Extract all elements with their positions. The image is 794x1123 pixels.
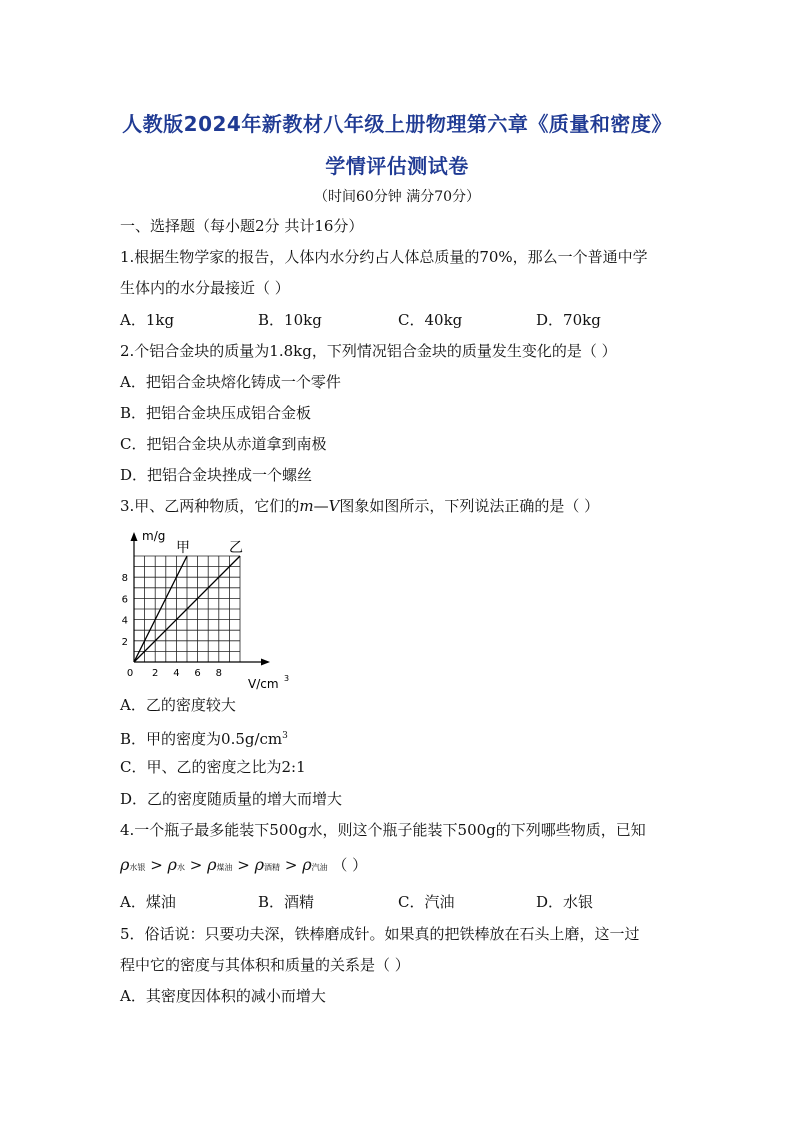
q2-option-d[interactable]: D．把铝合金块挫成一个螺丝 [120, 466, 313, 484]
x-tick-label: 0 [126, 668, 134, 679]
title-line-2: 学情评估测试卷 [325, 154, 469, 178]
q3-option-b-text: B．甲的密度为0.5g/cm [120, 730, 283, 748]
q3-option-a[interactable]: A．乙的密度较大 [120, 696, 236, 714]
q5-text-line2: 程中它的密度与其体积和质量的关系是（ ） [120, 956, 410, 974]
q3-var-v: V [328, 497, 340, 515]
x-tick-label: 8 [215, 668, 222, 679]
series-label-yi: 乙 [229, 540, 243, 556]
section-heading: 一、选择题（每小题2分 共计16分） [120, 217, 364, 235]
mv-graph [118, 528, 294, 692]
q3-text-post: 图象如图所示，下列说法正确的是（ ） [339, 497, 600, 515]
q2-text: 2.个铝合金块的质量为1.8kg，下列情况铝合金块的质量发生变化的是（ ） [120, 342, 617, 360]
y-tick-label: 4 [121, 615, 128, 627]
x-tick-label: 2 [152, 668, 159, 679]
q4-text-line1: 4.一个瓶子最多能装下500g水，则这个瓶子能装下500g的下列哪些物质，已知 [120, 821, 646, 839]
q5-text-line1: 5．俗话说：只要功夫深，铁棒磨成针。如果真的把铁棒放在石头上磨，这一过 [120, 925, 640, 943]
gt-sign: > [189, 856, 203, 874]
q3-option-b[interactable] [120, 726, 288, 749]
x-axis-label-sup: 3 [284, 674, 290, 683]
q3-option-c[interactable]: C．甲、乙的密度之比为2:1 [120, 758, 306, 776]
rho-sub-mercury: 水银 [129, 863, 146, 872]
q4-option-a[interactable]: A．煤油 [120, 893, 176, 911]
rho-sub-water: 水 [176, 863, 185, 872]
rho-sub-gasoline: 汽油 [311, 863, 328, 872]
q3-text-pre: 3.甲、乙两种物质，它们的 [120, 497, 300, 515]
y-tick-label: 6 [121, 594, 128, 606]
rho-symbol: ρ [120, 855, 130, 874]
q4-density-relation [120, 855, 367, 878]
y-axis-label: m/g [142, 529, 166, 543]
rho-symbol: ρ [302, 855, 312, 874]
q2-option-b[interactable]: B．把铝合金块压成铝合金板 [120, 404, 312, 422]
x-axis-arrow [261, 659, 270, 666]
y-tick-label: 8 [121, 573, 128, 585]
q4-option-d[interactable]: D．水银 [536, 893, 594, 911]
q4-tail: （ ） [332, 856, 368, 874]
y-axis-arrow [131, 532, 138, 541]
series-label-jia: 甲 [176, 540, 190, 556]
q2-option-a[interactable]: A．把铝合金块熔化铸成一个零件 [120, 373, 341, 391]
rho-symbol: ρ [167, 855, 177, 874]
rho-sub-alcohol: 酒精 [264, 863, 281, 872]
rho-sub-kerosene: 煤油 [216, 863, 233, 872]
q4-option-c[interactable]: C．汽油 [398, 893, 455, 911]
q3-dash: — [313, 497, 329, 515]
q1-text-line2: 生体内的水分最接近（ ） [120, 279, 290, 297]
gt-sign: > [237, 856, 250, 874]
exam-info: （时间60分钟 满分70分） [313, 189, 481, 205]
rho-symbol: ρ [207, 855, 217, 874]
q1-text-line1: 1.根据生物学家的报告，人体内水分约占人体总质量的70%，那么一个普通中学 [120, 248, 648, 266]
q2-option-c[interactable]: C．把铝合金块从赤道拿到南极 [120, 435, 327, 453]
x-tick-label: 4 [173, 668, 180, 679]
q1-option-a[interactable]: A．1kg [120, 311, 175, 329]
q5-option-a[interactable]: A．其密度因体积的减小而增大 [120, 987, 326, 1005]
q1-option-b[interactable]: B．10kg [258, 311, 322, 329]
rho-symbol: ρ [254, 855, 265, 874]
title-line-1: 人教版2024年新教材八年级上册物理第六章《质量和密度》 [122, 112, 672, 136]
y-tick-label: 2 [121, 636, 128, 648]
q3-option-d[interactable]: D．乙的密度随质量的增大而增大 [120, 790, 343, 808]
q1-option-c[interactable]: C．40kg [398, 311, 463, 329]
q4-option-b[interactable]: B．酒精 [258, 893, 315, 911]
q3-option-b-sup: 3 [282, 731, 288, 741]
x-tick-label: 6 [194, 668, 201, 679]
q3-text [120, 496, 599, 516]
q1-option-d[interactable]: D．70kg [536, 311, 601, 329]
gt-sign: > [284, 856, 298, 874]
gt-sign: > [150, 856, 163, 874]
graph-labels [122, 529, 289, 691]
q3-var-m: m [299, 497, 314, 515]
x-axis-label: V/cm [248, 677, 279, 691]
